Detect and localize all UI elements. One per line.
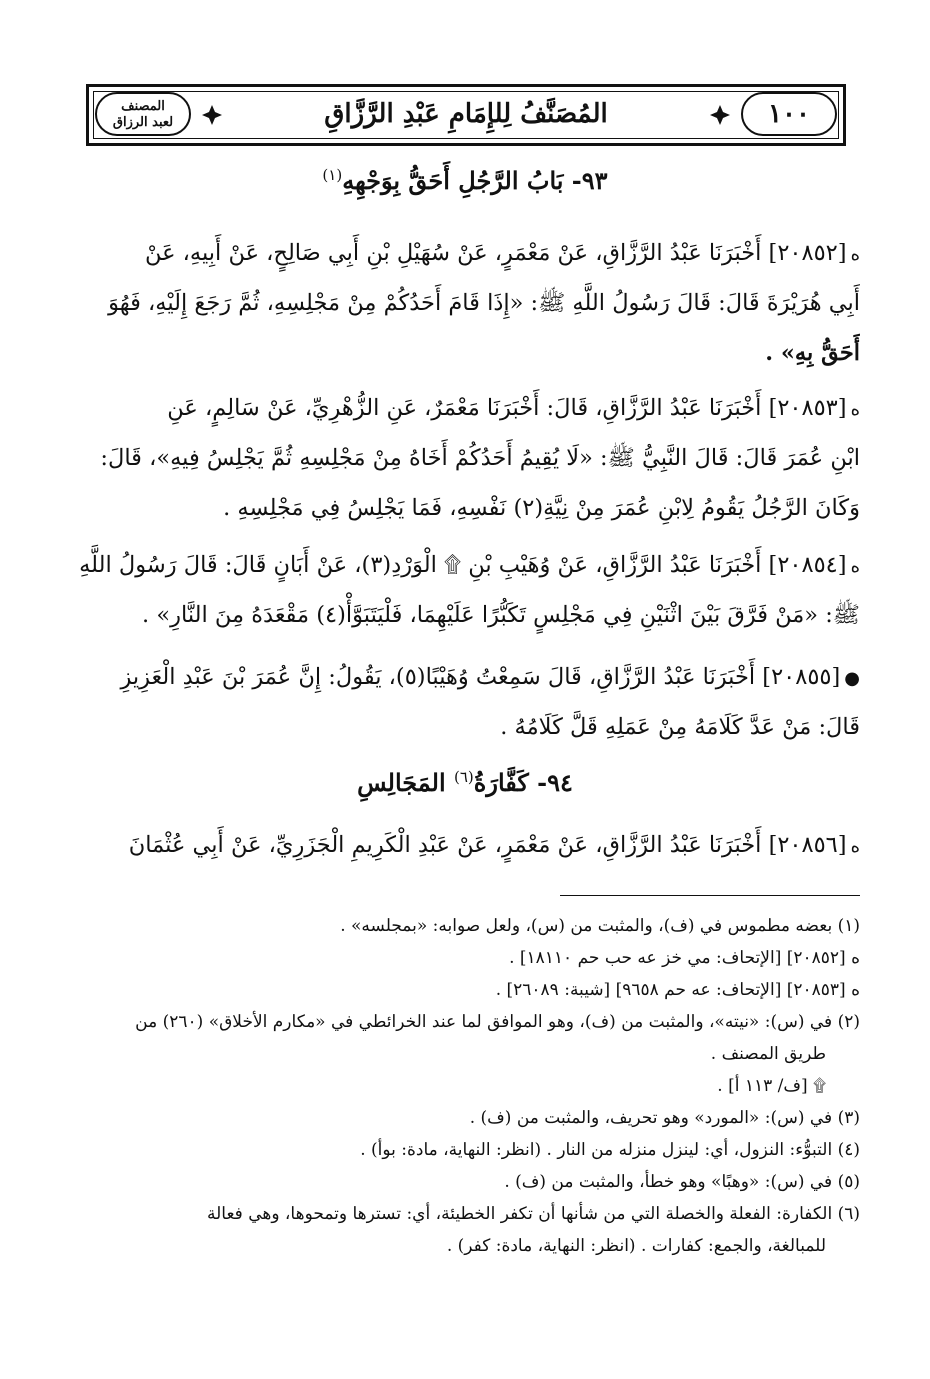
text-line: أَحَقُّ بِهِ» . — [765, 340, 860, 366]
text-line: وَكَانَ الرَّجُلُ يَقُومُ لِابْنِ عُمَرَ مِنْ نِيَّةِ(٢) نَفْسِهِ، فَمَا يَجْلِسُ فِي مَجْلِسِهِ . — [223, 495, 860, 521]
text-line — [78, 540, 860, 590]
chapter-title: ٩٣- بَابُ الرَّجُلِ أَحَقُّ بِوَجْهِهِ — [342, 166, 608, 195]
text-line — [78, 820, 860, 870]
text-line: أَبِي هُرَيْرَةَ قَالَ: قَالَ رَسُولُ اللَّهِ ﷺ: «إِذَا قَامَ أَحَدُكُمْ مِنْ مَجْلِسِهِ، ثُمَّ رَجَعَ إِلَيْهِ، فَهُوَ — [108, 290, 860, 316]
footnote-line: ۩ [ف/ ١١٣ أ] . — [717, 1076, 826, 1096]
footnote-line: (٣) في (س): «المورد» وهو تحريف، والمثبت من (ف) . — [469, 1108, 860, 1128]
text-line: ﷺ: «مَنْ فَرَّقَ بَيْنَ اثْنَيْنِ فِي مَجْلِسٍ تَكَبُّرًا عَلَيْهِمَا، فَلْيَتَبَوَّأْ(٤) مَقْعَدَهُ مِنَ النَّارِ» . — [142, 602, 860, 628]
ornament-icon — [201, 104, 223, 126]
hadith-paragraph — [78, 820, 860, 870]
footnote-line: للمبالغة، والجمع: كفارات . (انظر: النهاية، مادة: كفر) . — [446, 1236, 826, 1256]
hadith-marker: ● — [844, 668, 860, 689]
hadith-marker: ه — [850, 399, 860, 420]
text-line — [78, 228, 860, 278]
footnote-line: طريق المصنف . — [710, 1044, 826, 1064]
text-line — [78, 383, 860, 433]
text-line — [78, 652, 860, 702]
line-text: [٢٠٨٥٦] أَخْبَرَنَا عَبْدُ الرَّزَّاقِ، عَنْ مَعْمَرٍ، عَنْ عَبْدِ الْكَرِيمِ الْجَزَرِيِّ، عَنْ أَبِي عُثْمَانَ — [128, 832, 847, 858]
footnotes — [78, 910, 860, 1262]
line-text: [٢٠٨٥٢] أَخْبَرَنَا عَبْدُ الرَّزَّاقِ، عَنْ مَعْمَرٍ، عَنْ سُهَيْلِ بْنِ أَبِي صَالِحٍ، عَنْ أَبِيهِ، عَنْ — [144, 240, 847, 266]
footnote-separator — [560, 895, 860, 896]
footnote-line: (٦) الكفارة: الفعلة والخصلة التي من شأنها أن تكفر الخطيئة، أي: تسترها وتمحوها، وهي فعالة — [206, 1204, 860, 1224]
page-number: ١٠٠ — [741, 92, 837, 136]
text-line: قَالَ: مَنْ عَدَّ كَلَامَهُ مِنْ عَمَلِهِ قَلَّ كَلَامُهُ . — [500, 714, 860, 740]
footnote-line: (٥) في (س): «وهبًا» وهو خطأ، والمثبت من (ف) . — [504, 1172, 860, 1192]
book-logo — [95, 92, 191, 136]
footnote-line: (١) بعضه مطموس في (ف)، والمثبت من (س)، ولعل صوابه: «بمجلسه» . — [340, 916, 860, 936]
footnote-line: ه [٢٠٨٥٢] [الإتحاف: مي خز عه حب حم ١٨١١٠] . — [509, 948, 860, 968]
hadith-paragraph — [78, 540, 860, 640]
hadith-paragraph — [78, 383, 860, 533]
hadith-paragraph — [78, 228, 860, 378]
line-text: [٢٠٨٥٥] أَخْبَرَنَا عَبْدُ الرَّزَّاقِ، قَالَ سَمِعْتُ وُهَيْبًا(٥)، يَقُولُ: إِنَّ عُمَرَ بْنَ عَبْدِ الْعَزِيزِ — [120, 664, 841, 690]
footnote-ref: (١) — [322, 166, 343, 184]
text-line: ابْنِ عُمَرَ قَالَ: قَالَ النَّبِيُّ ﷺ: «لَا يُقِيمُ أَحَدُكُمْ أَخَاهُ مِنْ مَجْلِسِهِ ثُمَّ يَجْلِسُ فِيهِ»، قَالَ: — [100, 445, 860, 471]
footnote-line: ه [٢٠٨٥٣] [الإتحاف: عه حم ٩٦٥٨] [شيبة: ٢٦٠٨٩] . — [495, 980, 860, 1000]
footnote-line: (٢) في (س): «نيته»، والمثبت من (ف)، وهو الموافق لما عند الخرائطي في «مكارم الأخلاق» (٢٦٠) من — [135, 1012, 860, 1032]
logo-line: المصنف — [121, 99, 165, 114]
hadith-marker: ه — [850, 556, 860, 577]
hadith-marker: ه — [850, 244, 860, 265]
footnote-line: (٤) التبوُّء: النزول، أي: لينزل منزله من النار . (انظر: النهاية، مادة: بوأ) . — [360, 1140, 860, 1160]
line-text: [٢٠٨٥٣] أَخْبَرَنَا عَبْدُ الرَّزَّاقِ، قَالَ: أَخْبَرَنَا مَعْمَرٌ، عَنِ الزُّهْرِيِّ، عَنْ سَالِمٍ، عَنِ — [167, 395, 847, 421]
page-header — [86, 84, 846, 146]
chapter-title: ٩٤- كَفَّارَةُ — [473, 768, 573, 797]
footnote-ref: (٦) — [454, 768, 474, 786]
chapter-heading — [80, 768, 850, 797]
chapter-title-cont: المَجَالِسِ — [357, 768, 446, 797]
hadith-paragraph — [78, 652, 860, 752]
book-title: المُصَنَّفُ لِلإِمَامِ عَبْدِ الرَّزَّاقِ — [324, 99, 608, 129]
logo-line: لعبد الرزاق — [112, 115, 174, 130]
hadith-marker: ه — [850, 836, 860, 857]
chapter-heading — [80, 166, 850, 195]
line-text: [٢٠٨٥٤] أَخْبَرَنَا عَبْدُ الرَّزَّاقِ، عَنْ وُهَيْبِ بْنِ ۩ الْوَرْدِ(٣)، عَنْ أَبَانٍ قَالَ: قَالَ رَسُولُ اللَّهِ — [79, 552, 847, 578]
